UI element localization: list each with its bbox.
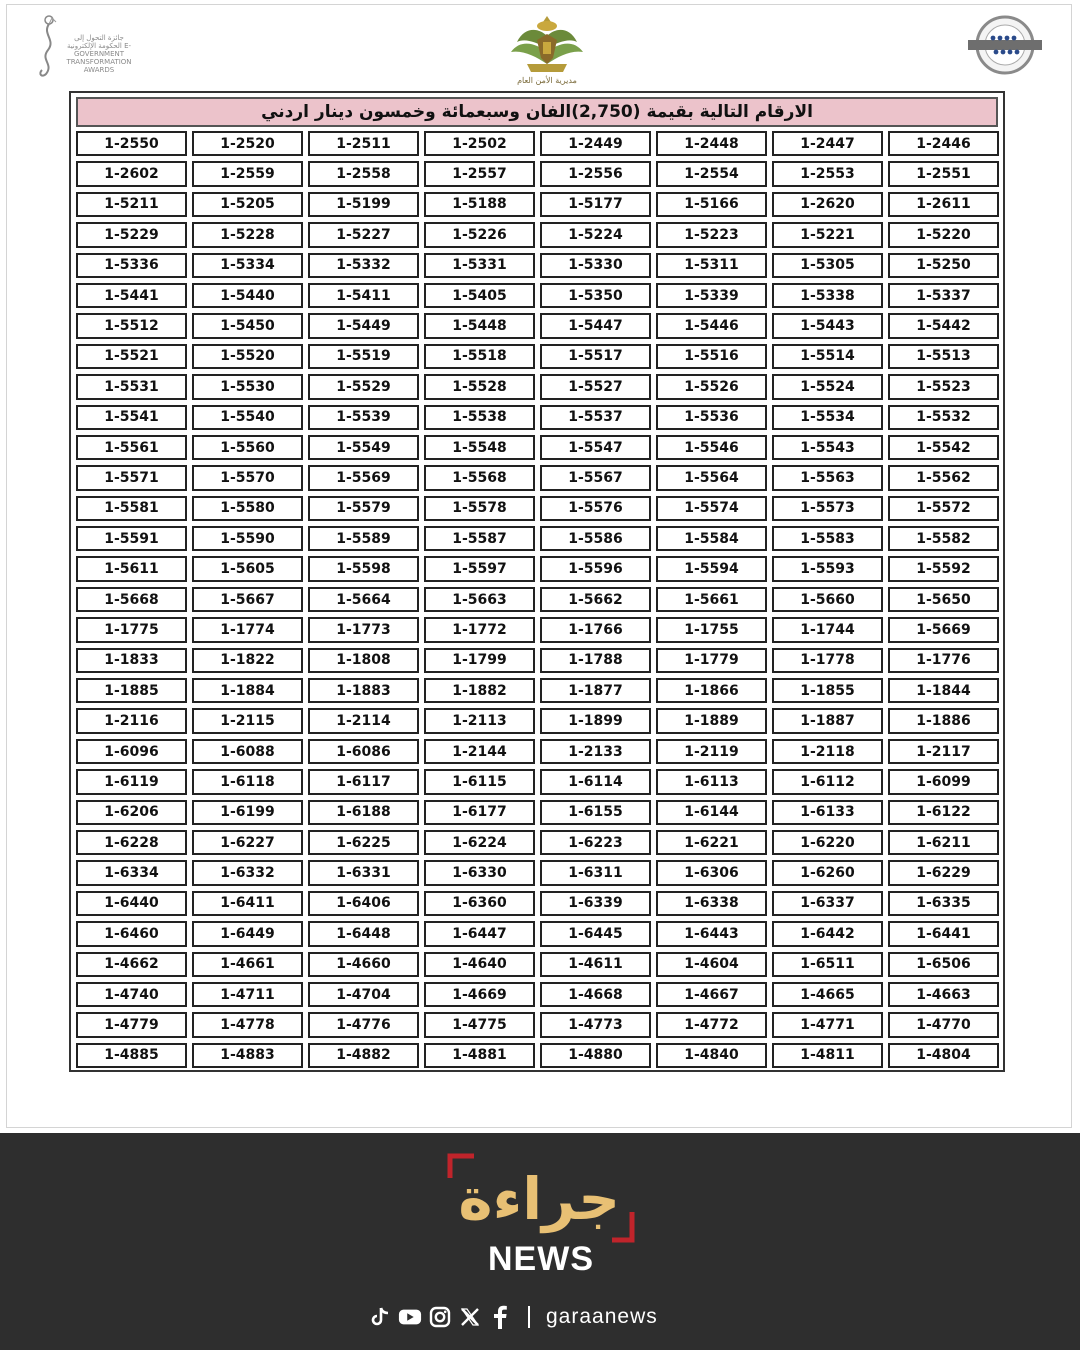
garaa-news-logo xyxy=(446,1152,636,1282)
table-cell: 1-6220 xyxy=(772,830,883,855)
table-cell: 1-2557 xyxy=(424,161,535,186)
table-cell: 1-5521 xyxy=(76,344,187,369)
table-cell: 1-5590 xyxy=(192,526,303,551)
table-cell: 1-5227 xyxy=(308,222,419,247)
facebook-icon[interactable] xyxy=(488,1305,512,1329)
table-cell: 1-1755 xyxy=(656,617,767,642)
table-cell: 1-5443 xyxy=(772,313,883,338)
table-cell: 1-6211 xyxy=(888,830,999,855)
table-cell: 1-4660 xyxy=(308,952,419,977)
table-cell: 1-6449 xyxy=(192,921,303,946)
table-cell: 1-5581 xyxy=(76,496,187,521)
table-cell: 1-6335 xyxy=(888,891,999,916)
table-cell: 1-1884 xyxy=(192,678,303,703)
table-cell: 1-6228 xyxy=(76,830,187,855)
table-cell: 1-5568 xyxy=(424,465,535,490)
table-cell: 1-6411 xyxy=(192,891,303,916)
x-icon[interactable] xyxy=(458,1305,482,1329)
table-cell: 1-2611 xyxy=(888,192,999,217)
table-cell: 1-5305 xyxy=(772,253,883,278)
table-cell: 1-4776 xyxy=(308,1012,419,1037)
table-cell: 1-4661 xyxy=(192,952,303,977)
table-cell: 1-6225 xyxy=(308,830,419,855)
table-cell: 1-2449 xyxy=(540,131,651,156)
table-cell: 1-6339 xyxy=(540,891,651,916)
table-cell: 1-4640 xyxy=(424,952,535,977)
table-cell: 1-6440 xyxy=(76,891,187,916)
table-cell: 1-5570 xyxy=(192,465,303,490)
table-cell: 1-2133 xyxy=(540,739,651,764)
table-cell: 1-5578 xyxy=(424,496,535,521)
table-cell: 1-2502 xyxy=(424,131,535,156)
table-cell: 1-6117 xyxy=(308,769,419,794)
table-cell: 1-5516 xyxy=(656,344,767,369)
table-cell: 1-6088 xyxy=(192,739,303,764)
table-cell: 1-6206 xyxy=(76,800,187,825)
table-cell: 1-5584 xyxy=(656,526,767,551)
emblem-caption: مديرية الأمن العام xyxy=(517,76,577,85)
table-cell: 1-5531 xyxy=(76,374,187,399)
table-cell: 1-6133 xyxy=(772,800,883,825)
table-cell: 1-6221 xyxy=(656,830,767,855)
table-cell: 1-5331 xyxy=(424,253,535,278)
table-cell: 1-1772 xyxy=(424,617,535,642)
table-cell: 1-4778 xyxy=(192,1012,303,1037)
table-cell: 1-6096 xyxy=(76,739,187,764)
table-cell: 1-5591 xyxy=(76,526,187,551)
table-cell: 1-2558 xyxy=(308,161,419,186)
table-cell: 1-5229 xyxy=(76,222,187,247)
table-cell: 1-5586 xyxy=(540,526,651,551)
table-cell: 1-2446 xyxy=(888,131,999,156)
table-cell: 1-2115 xyxy=(192,708,303,733)
table-cell: 1-5583 xyxy=(772,526,883,551)
table-cell: 1-5660 xyxy=(772,587,883,612)
table-cell: 1-1778 xyxy=(772,648,883,673)
table-cell: 1-2620 xyxy=(772,192,883,217)
table-cell: 1-5598 xyxy=(308,556,419,581)
table-cell: 1-6086 xyxy=(308,739,419,764)
table-cell: 1-6360 xyxy=(424,891,535,916)
table-cell: 1-1882 xyxy=(424,678,535,703)
table-title: الارقام التالية بقيمة (2,750)الفان وسبعمائة وخمسون دينار اردني xyxy=(76,97,998,127)
table-cell: 1-6229 xyxy=(888,860,999,885)
table-cell: 1-6155 xyxy=(540,800,651,825)
table-cell: 1-5593 xyxy=(772,556,883,581)
table-cell: 1-2511 xyxy=(308,131,419,156)
table-cell: 1-5597 xyxy=(424,556,535,581)
table-cell: 1-1773 xyxy=(308,617,419,642)
table-cell: 1-5330 xyxy=(540,253,651,278)
table-cell: 1-5449 xyxy=(308,313,419,338)
table-cell: 1-2113 xyxy=(424,708,535,733)
table-cell: 1-4668 xyxy=(540,982,651,1007)
table-cell: 1-6188 xyxy=(308,800,419,825)
table-cell: 1-1855 xyxy=(772,678,883,703)
table-cell: 1-1799 xyxy=(424,648,535,673)
table-cell: 1-2119 xyxy=(656,739,767,764)
table-cell: 1-5534 xyxy=(772,405,883,430)
table-cell: 1-5514 xyxy=(772,344,883,369)
table-cell: 1-4883 xyxy=(192,1043,303,1068)
table-cell: 1-4885 xyxy=(76,1043,187,1068)
table-cell: 1-6460 xyxy=(76,921,187,946)
table-cell: 1-2602 xyxy=(76,161,187,186)
table-cell: 1-1775 xyxy=(76,617,187,642)
table-cell: 1-1885 xyxy=(76,678,187,703)
table-cell: 1-5339 xyxy=(656,283,767,308)
table-cell: 1-5337 xyxy=(888,283,999,308)
table-cell: 1-5221 xyxy=(772,222,883,247)
social-bar xyxy=(368,1302,658,1332)
table-cell: 1-5589 xyxy=(308,526,419,551)
table-cell: 1-2114 xyxy=(308,708,419,733)
table-cell: 1-5448 xyxy=(424,313,535,338)
table-cell: 1-2448 xyxy=(656,131,767,156)
numbers-grid xyxy=(76,131,1002,1068)
table-cell: 1-5405 xyxy=(424,283,535,308)
table-cell: 1-6115 xyxy=(424,769,535,794)
table-cell: 1-5579 xyxy=(308,496,419,521)
award-logo-text: جائزة التحول إلى الحكومة الإلكترونية E-GOVERNMENT TRANSFORMATION AWARDS xyxy=(66,34,132,74)
table-cell: 1-6331 xyxy=(308,860,419,885)
table-cell: 1-4779 xyxy=(76,1012,187,1037)
table-cell: 1-5518 xyxy=(424,344,535,369)
table-cell: 1-4662 xyxy=(76,952,187,977)
table-cell: 1-4882 xyxy=(308,1043,419,1068)
table-cell: 1-2559 xyxy=(192,161,303,186)
table-cell: 1-1899 xyxy=(540,708,651,733)
table-cell: 1-5650 xyxy=(888,587,999,612)
table-cell: 1-4772 xyxy=(656,1012,767,1037)
table-cell: 1-5546 xyxy=(656,435,767,460)
table-cell: 1-6199 xyxy=(192,800,303,825)
table-cell: 1-5532 xyxy=(888,405,999,430)
table-cell: 1-6113 xyxy=(656,769,767,794)
table-cell: 1-5605 xyxy=(192,556,303,581)
table-cell: 1-1889 xyxy=(656,708,767,733)
table-cell: 1-5543 xyxy=(772,435,883,460)
table-cell: 1-6334 xyxy=(76,860,187,885)
table-cell: 1-4740 xyxy=(76,982,187,1007)
table-cell: 1-6311 xyxy=(540,860,651,885)
table-cell: 1-5574 xyxy=(656,496,767,521)
table-cell: 1-5517 xyxy=(540,344,651,369)
table-cell: 1-5539 xyxy=(308,405,419,430)
table-cell: 1-1822 xyxy=(192,648,303,673)
table-cell: 1-4840 xyxy=(656,1043,767,1068)
table-cell: 1-5567 xyxy=(540,465,651,490)
table-cell: 1-5228 xyxy=(192,222,303,247)
seal-icon xyxy=(962,14,1048,76)
table-cell: 1-6447 xyxy=(424,921,535,946)
table-cell: 1-4669 xyxy=(424,982,535,1007)
table-cell: 1-5661 xyxy=(656,587,767,612)
table-cell: 1-6144 xyxy=(656,800,767,825)
table-cell: 1-6338 xyxy=(656,891,767,916)
table-cell: 1-4667 xyxy=(656,982,767,1007)
instagram-icon[interactable] xyxy=(428,1305,452,1329)
table-cell: 1-6330 xyxy=(424,860,535,885)
table-cell: 1-6114 xyxy=(540,769,651,794)
table-cell: 1-2520 xyxy=(192,131,303,156)
table-cell: 1-5663 xyxy=(424,587,535,612)
table-cell: 1-5667 xyxy=(192,587,303,612)
table-cell: 1-5523 xyxy=(888,374,999,399)
table-cell: 1-5442 xyxy=(888,313,999,338)
table-cell: 1-1833 xyxy=(76,648,187,673)
table-cell: 1-5611 xyxy=(76,556,187,581)
table-cell: 1-5529 xyxy=(308,374,419,399)
table-cell: 1-4811 xyxy=(772,1043,883,1068)
table-cell: 1-5441 xyxy=(76,283,187,308)
table-cell: 1-5580 xyxy=(192,496,303,521)
table-cell: 1-5199 xyxy=(308,192,419,217)
table-cell: 1-1766 xyxy=(540,617,651,642)
table-cell: 1-2117 xyxy=(888,739,999,764)
brand-news: NEWS xyxy=(488,1240,594,1278)
table-cell: 1-4881 xyxy=(424,1043,535,1068)
table-cell: 1-5542 xyxy=(888,435,999,460)
table-cell: 1-5536 xyxy=(656,405,767,430)
table-cell: 1-6306 xyxy=(656,860,767,885)
table-cell: 1-6506 xyxy=(888,952,999,977)
table-cell: 1-5512 xyxy=(76,313,187,338)
table-cell: 1-4665 xyxy=(772,982,883,1007)
table-cell: 1-4611 xyxy=(540,952,651,977)
social-handle[interactable]: garaanews xyxy=(546,1305,658,1328)
table-cell: 1-2144 xyxy=(424,739,535,764)
table-cell: 1-5350 xyxy=(540,283,651,308)
table-cell: 1-1779 xyxy=(656,648,767,673)
table-cell: 1-1877 xyxy=(540,678,651,703)
table-cell: 1-5669 xyxy=(888,617,999,642)
table-cell: 1-1883 xyxy=(308,678,419,703)
egov-award-logo xyxy=(34,14,134,80)
table-cell: 1-5573 xyxy=(772,496,883,521)
table-cell: 1-6177 xyxy=(424,800,535,825)
table-cell: 1-6448 xyxy=(308,921,419,946)
table-cell: 1-6445 xyxy=(540,921,651,946)
table-cell: 1-6122 xyxy=(888,800,999,825)
table-cell: 1-5528 xyxy=(424,374,535,399)
table-cell: 1-5548 xyxy=(424,435,535,460)
table-cell: 1-4604 xyxy=(656,952,767,977)
table-cell: 1-6406 xyxy=(308,891,419,916)
table-cell: 1-6118 xyxy=(192,769,303,794)
table-cell: 1-5571 xyxy=(76,465,187,490)
table-cell: 1-4711 xyxy=(192,982,303,1007)
tiktok-icon[interactable] xyxy=(368,1305,392,1329)
table-cell: 1-4775 xyxy=(424,1012,535,1037)
table-cell: 1-6119 xyxy=(76,769,187,794)
table-cell: 1-5336 xyxy=(76,253,187,278)
table-cell: 1-2118 xyxy=(772,739,883,764)
table-cell: 1-4663 xyxy=(888,982,999,1007)
table-cell: 1-5520 xyxy=(192,344,303,369)
table-cell: 1-5446 xyxy=(656,313,767,338)
table-cell: 1-6337 xyxy=(772,891,883,916)
table-cell: 1-5177 xyxy=(540,192,651,217)
table-cell: 1-4770 xyxy=(888,1012,999,1037)
table-cell: 1-2116 xyxy=(76,708,187,733)
table-cell: 1-1774 xyxy=(192,617,303,642)
table-cell: 1-5205 xyxy=(192,192,303,217)
table-cell: 1-5668 xyxy=(76,587,187,612)
public-security-emblem xyxy=(497,12,597,88)
table-cell: 1-4704 xyxy=(308,982,419,1007)
table-cell: 1-4880 xyxy=(540,1043,651,1068)
table-cell: 1-5223 xyxy=(656,222,767,247)
table-cell: 1-5527 xyxy=(540,374,651,399)
table-cell: 1-5560 xyxy=(192,435,303,460)
table-cell: 1-5664 xyxy=(308,587,419,612)
table-cell: 1-6260 xyxy=(772,860,883,885)
table-cell: 1-5569 xyxy=(308,465,419,490)
table-cell: 1-1887 xyxy=(772,708,883,733)
table-cell: 1-5220 xyxy=(888,222,999,247)
table-cell: 1-1844 xyxy=(888,678,999,703)
table-cell: 1-5226 xyxy=(424,222,535,247)
table-cell: 1-5188 xyxy=(424,192,535,217)
table-cell: 1-6224 xyxy=(424,830,535,855)
table-cell: 1-5540 xyxy=(192,405,303,430)
table-cell: 1-5547 xyxy=(540,435,651,460)
table-cell: 1-5563 xyxy=(772,465,883,490)
table-cell: 1-5537 xyxy=(540,405,651,430)
table-cell: 1-5582 xyxy=(888,526,999,551)
table-cell: 1-5530 xyxy=(192,374,303,399)
table-cell: 1-5450 xyxy=(192,313,303,338)
table-cell: 1-6112 xyxy=(772,769,883,794)
table-cell: 1-5334 xyxy=(192,253,303,278)
table-cell: 1-6223 xyxy=(540,830,651,855)
table-cell: 1-1886 xyxy=(888,708,999,733)
table-cell: 1-2556 xyxy=(540,161,651,186)
table-cell: 1-5562 xyxy=(888,465,999,490)
table-cell: 1-5538 xyxy=(424,405,535,430)
table-cell: 1-5440 xyxy=(192,283,303,308)
table-cell: 1-1866 xyxy=(656,678,767,703)
table-cell: 1-4804 xyxy=(888,1043,999,1068)
table-cell: 1-1776 xyxy=(888,648,999,673)
table-cell: 1-5662 xyxy=(540,587,651,612)
table-cell: 1-5519 xyxy=(308,344,419,369)
table-cell: 1-6099 xyxy=(888,769,999,794)
table-cell: 1-5447 xyxy=(540,313,651,338)
youtube-icon[interactable] xyxy=(398,1305,422,1329)
table-cell: 1-2551 xyxy=(888,161,999,186)
table-cell: 1-6443 xyxy=(656,921,767,946)
table-cell: 1-4773 xyxy=(540,1012,651,1037)
brand-arabic: جراءة xyxy=(458,1165,620,1233)
table-cell: 1-5592 xyxy=(888,556,999,581)
table-cell: 1-5561 xyxy=(76,435,187,460)
table-cell: 1-5576 xyxy=(540,496,651,521)
table-cell: 1-6442 xyxy=(772,921,883,946)
round-seal-logo xyxy=(962,14,1048,74)
table-cell: 1-5311 xyxy=(656,253,767,278)
table-cell: 1-5332 xyxy=(308,253,419,278)
table-cell: 1-5513 xyxy=(888,344,999,369)
table-cell: 1-5596 xyxy=(540,556,651,581)
table-cell: 1-1788 xyxy=(540,648,651,673)
table-cell: 1-5594 xyxy=(656,556,767,581)
table-cell: 1-5564 xyxy=(656,465,767,490)
table-cell: 1-1744 xyxy=(772,617,883,642)
table-cell: 1-6511 xyxy=(772,952,883,977)
table-cell: 1-6332 xyxy=(192,860,303,885)
table-cell: 1-5166 xyxy=(656,192,767,217)
table-cell: 1-2550 xyxy=(76,131,187,156)
table-cell: 1-5411 xyxy=(308,283,419,308)
table-cell: 1-5338 xyxy=(772,283,883,308)
table-cell: 1-5541 xyxy=(76,405,187,430)
emblem-icon xyxy=(497,12,597,76)
table-cell: 1-1808 xyxy=(308,648,419,673)
table-cell: 1-5587 xyxy=(424,526,535,551)
table-cell: 1-5224 xyxy=(540,222,651,247)
table-cell: 1-2447 xyxy=(772,131,883,156)
table-cell: 1-6441 xyxy=(888,921,999,946)
numbers-table xyxy=(69,91,1005,1072)
table-cell: 1-2553 xyxy=(772,161,883,186)
table-cell: 1-5211 xyxy=(76,192,187,217)
table-cell: 1-2554 xyxy=(656,161,767,186)
table-cell: 1-4771 xyxy=(772,1012,883,1037)
table-cell: 1-6227 xyxy=(192,830,303,855)
table-cell: 1-5250 xyxy=(888,253,999,278)
table-cell: 1-5549 xyxy=(308,435,419,460)
table-cell: 1-5572 xyxy=(888,496,999,521)
table-cell: 1-5524 xyxy=(772,374,883,399)
award-mark-icon xyxy=(34,14,64,80)
social-separator xyxy=(528,1306,530,1328)
table-cell: 1-5526 xyxy=(656,374,767,399)
